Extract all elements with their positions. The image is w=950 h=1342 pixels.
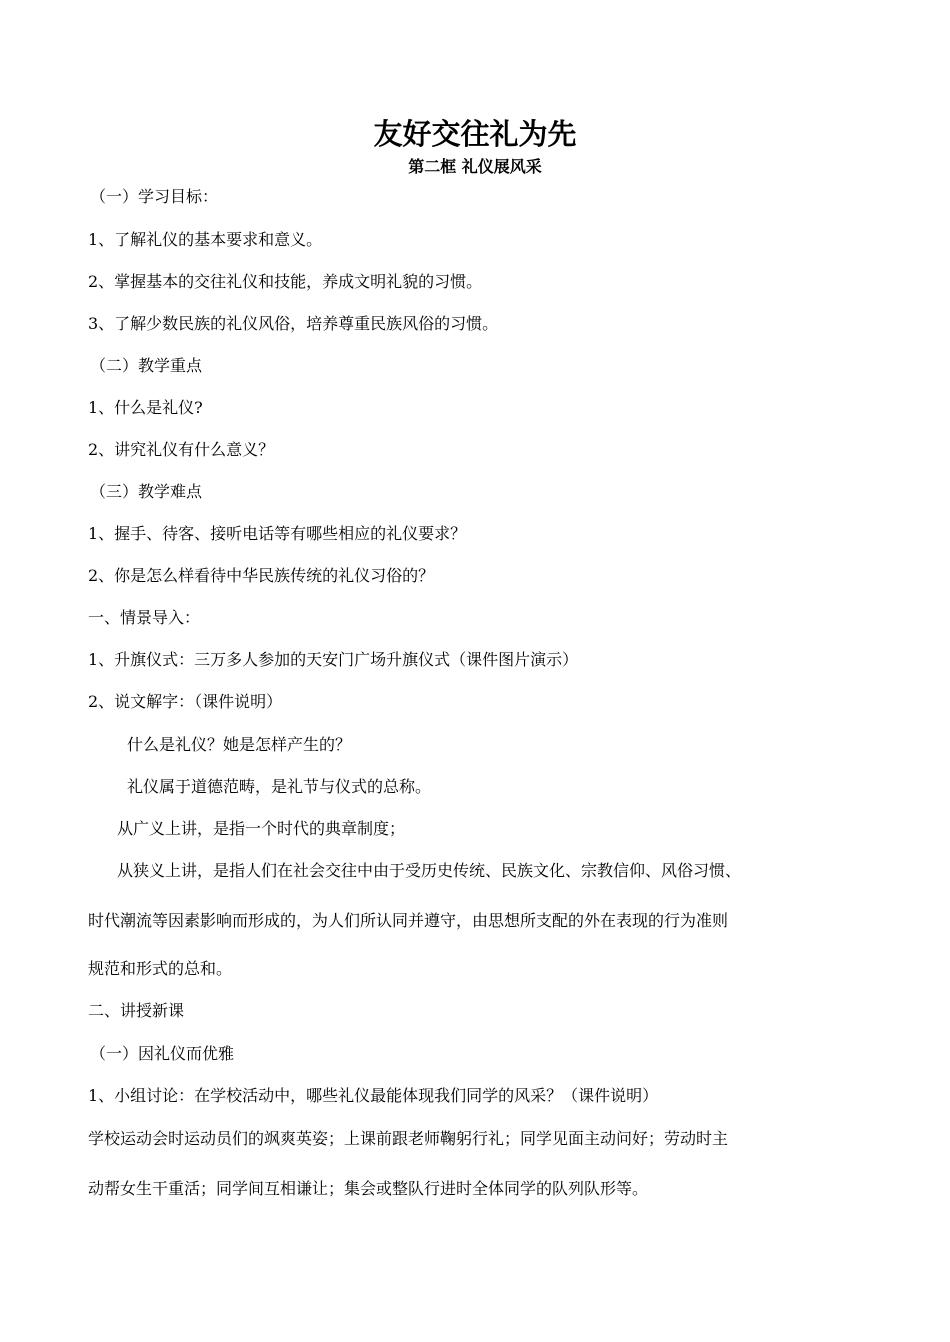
section-heading: （三）教学难点 xyxy=(90,482,203,501)
paragraph: 动帮女生干重活；同学间互相谦让；集会或整队行进时全体同学的队列队形等。 xyxy=(88,1179,649,1198)
paragraph: 1、了解礼仪的基本要求和意义。 xyxy=(88,230,323,249)
paragraph: 1、小组讨论：在学校活动中，哪些礼仪最能体现我们同学的风采？（课件说明） xyxy=(88,1086,659,1105)
paragraph: 学校运动会时运动员们的飒爽英姿；上课前跟老师鞠躬行礼；同学见面主动问好；劳动时主 xyxy=(88,1129,729,1148)
document-subtitle: 第二框 礼仪展风采 xyxy=(408,157,542,176)
paragraph: 规范和形式的总和。 xyxy=(88,959,233,978)
paragraph: 3、了解少数民族的礼仪风俗，培养尊重民族风俗的习惯。 xyxy=(88,314,499,333)
paragraph: 什么是礼仪？她是怎样产生的？ xyxy=(127,735,352,754)
paragraph: 2、掌握基本的交往礼仪和技能，养成文明礼貌的习惯。 xyxy=(88,272,483,291)
paragraph: 2、说文解字：（课件说明） xyxy=(88,692,283,711)
paragraph: 1、什么是礼仪? xyxy=(88,398,203,417)
section-heading: 二、讲授新课 xyxy=(88,1001,185,1020)
paragraph: 2、讲究礼仪有什么意义？ xyxy=(88,440,275,459)
section-heading: （一）学习目标： xyxy=(90,187,219,206)
section-heading: （二）教学重点 xyxy=(90,356,203,375)
document-title: 友好交往礼为先 xyxy=(373,117,577,151)
paragraph: 2、你是怎么样看待中华民族传统的礼仪习俗的？ xyxy=(88,566,435,585)
paragraph: 从广义上讲，是指一个时代的典章制度； xyxy=(117,819,406,838)
paragraph: 时代潮流等因素影响而形成的，为人们所认同并遵守，由思想所支配的外在表现的行为准则 xyxy=(88,911,729,930)
paragraph: 礼仪属于道德范畴，是礼节与仪式的总称。 xyxy=(127,777,432,796)
paragraph: 1、握手、待客、接听电话等有哪些相应的礼仪要求？ xyxy=(88,524,467,543)
section-heading: 一、情景导入： xyxy=(88,608,201,627)
paragraph: 1、升旗仪式：三万多人参加的天安门广场升旗仪式（课件图片演示） xyxy=(88,650,579,669)
section-heading: （一）因礼仪而优雅 xyxy=(90,1044,235,1063)
paragraph: 从狭义上讲，是指人们在社会交往中由于受历史传统、民族文化、宗教信仰、风俗习惯、 xyxy=(117,861,742,880)
